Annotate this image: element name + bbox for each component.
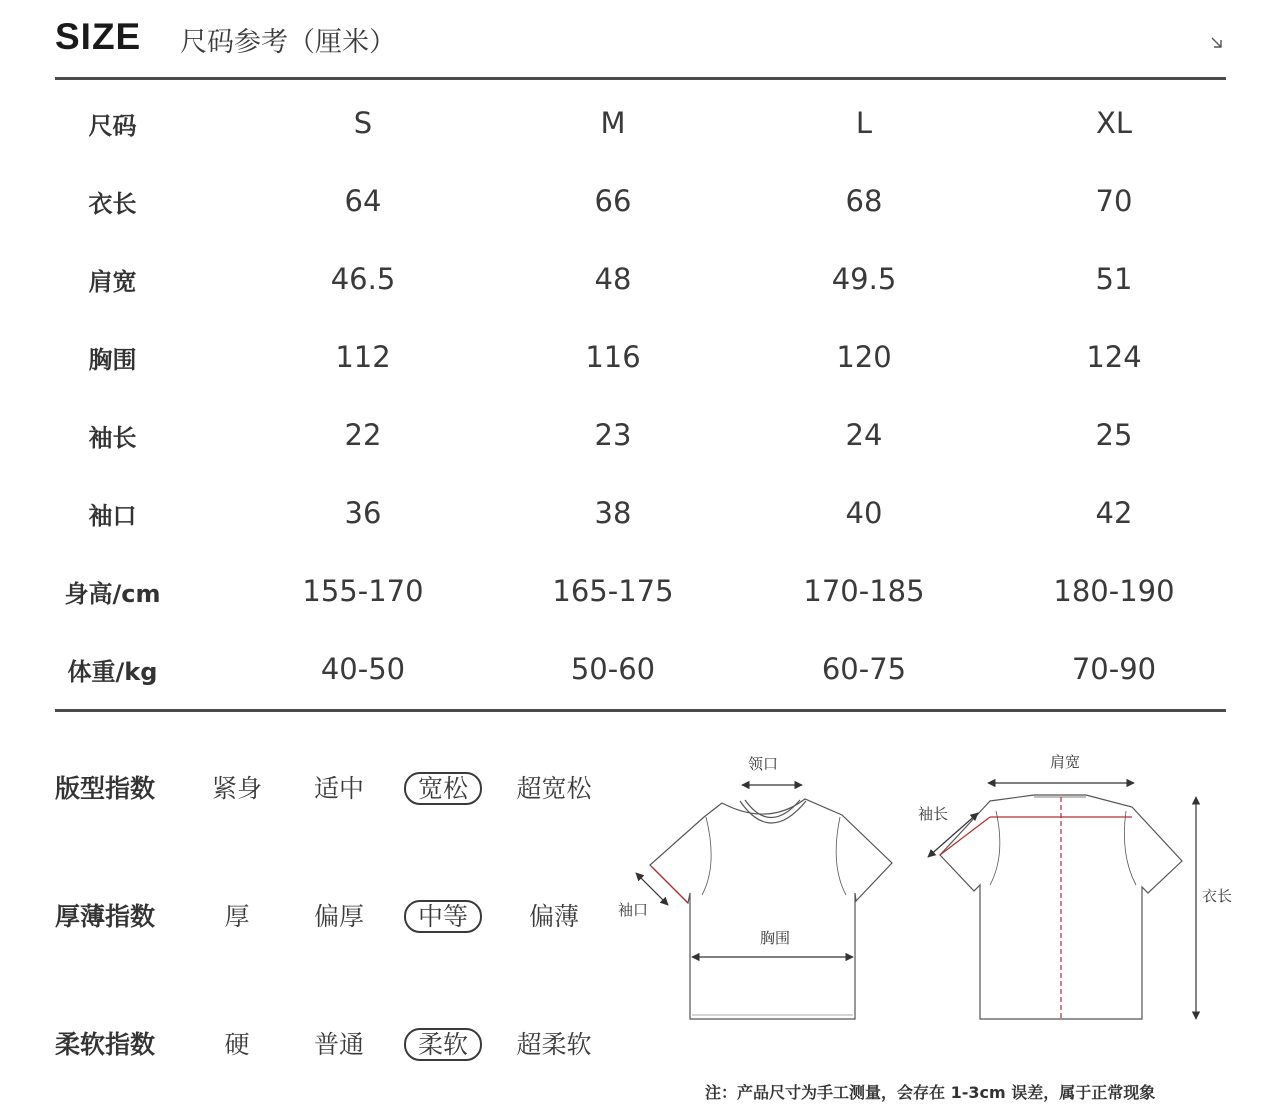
table-cell: 112: [335, 340, 391, 374]
table-cell: 70: [1095, 184, 1133, 218]
softness-option: 普通: [313, 1030, 364, 1059]
sleeve-label: 袖长: [918, 806, 949, 823]
table-cell: 51: [1095, 262, 1133, 296]
table-row: [55, 630, 1226, 708]
length-label: 衣长: [1202, 888, 1233, 905]
softness-option: 超柔软: [516, 1030, 592, 1059]
fit-index-row: [55, 757, 615, 817]
row-label: 衣长: [88, 189, 137, 218]
thickness-option: 偏厚: [313, 902, 364, 931]
softness-index-row: [55, 1013, 615, 1073]
fit-option: 超宽松: [516, 774, 592, 803]
table-cell: 40: [845, 496, 883, 530]
header-label: 尺码: [88, 111, 137, 140]
table-cell: 60-75: [821, 652, 907, 686]
table-cell: 22: [344, 418, 382, 452]
front-tshirt-drawing: [650, 799, 892, 1019]
table-cell: 180-190: [1053, 574, 1175, 608]
table-cell: 116: [585, 340, 641, 374]
table-cell: 38: [594, 496, 632, 530]
fit-index-label: 版型指数: [55, 774, 156, 803]
table-cell: 23: [594, 418, 632, 452]
table-cell: 49.5: [831, 262, 897, 296]
row-label: 身高/cm: [64, 579, 161, 608]
thickness-index-label: 厚薄指数: [55, 902, 156, 931]
front-cuff-measure: [652, 867, 688, 903]
row-label: 胸围: [88, 345, 137, 374]
thickness-index-row: [55, 885, 615, 945]
chest-label: 胸围: [760, 930, 791, 947]
softness-option: 硬: [224, 1030, 250, 1059]
fit-option: 适中: [313, 774, 364, 803]
table-cell: 68: [845, 184, 883, 218]
table-cell: 155-170: [302, 574, 424, 608]
size-header-m: M: [600, 106, 626, 140]
shoulder-label: 肩宽: [1050, 754, 1081, 771]
softness-option-selected: 柔软: [398, 1025, 488, 1061]
fit-option-selected: 宽松: [398, 769, 488, 805]
thickness-option: 厚: [224, 902, 250, 931]
table-cell: 24: [845, 418, 883, 452]
measurement-note: 注：产品尺寸为手工测量，会存在 1-3cm 误差，属于正常现象: [705, 1083, 1156, 1102]
table-row: [55, 396, 1226, 474]
table-header-row: [55, 84, 1226, 162]
table-row: [55, 474, 1226, 552]
table-cell: 25: [1095, 418, 1133, 452]
cuff-label: 袖口: [618, 902, 649, 919]
tshirt-measure-diagram: [610, 745, 1250, 1045]
fit-option: 紧身: [211, 774, 262, 803]
softness-index-label: 柔软指数: [55, 1030, 156, 1059]
size-header-xl: XL: [1095, 106, 1133, 140]
table-row: [55, 162, 1226, 240]
table-row: [55, 552, 1226, 630]
table-cell: 64: [344, 184, 382, 218]
table-cell: 170-185: [803, 574, 925, 608]
table-cell: 70-90: [1071, 652, 1157, 686]
table-cell: 50-60: [570, 652, 656, 686]
table-bottom-rule: [55, 709, 1226, 712]
table-cell: 46.5: [330, 262, 396, 296]
arrow-down-right-icon: [1210, 36, 1224, 50]
row-label: 体重/kg: [67, 657, 158, 686]
page-header: [55, 14, 1226, 64]
table-cell: 165-175: [552, 574, 674, 608]
size-header-s: S: [353, 106, 373, 140]
thickness-option-selected: 中等: [398, 897, 488, 933]
row-label: 肩宽: [88, 267, 137, 296]
table-row: [55, 318, 1226, 396]
brand-title: SIZE: [55, 16, 142, 57]
row-label: 袖口: [88, 501, 137, 530]
row-label: 袖长: [88, 423, 137, 452]
collar-label: 领口: [748, 756, 779, 773]
table-cell: 48: [594, 262, 632, 296]
table-cell: 36: [344, 496, 382, 530]
table-cell: 42: [1095, 496, 1133, 530]
table-cell: 40-50: [320, 652, 406, 686]
size-header-l: L: [855, 106, 873, 140]
table-cell: 124: [1086, 340, 1142, 374]
table-top-rule: [55, 77, 1226, 80]
table-cell: 66: [594, 184, 632, 218]
table-row: [55, 240, 1226, 318]
thickness-option: 偏薄: [528, 902, 579, 931]
table-cell: 120: [836, 340, 892, 374]
page-subtitle: 尺码参考（厘米）: [180, 27, 396, 58]
